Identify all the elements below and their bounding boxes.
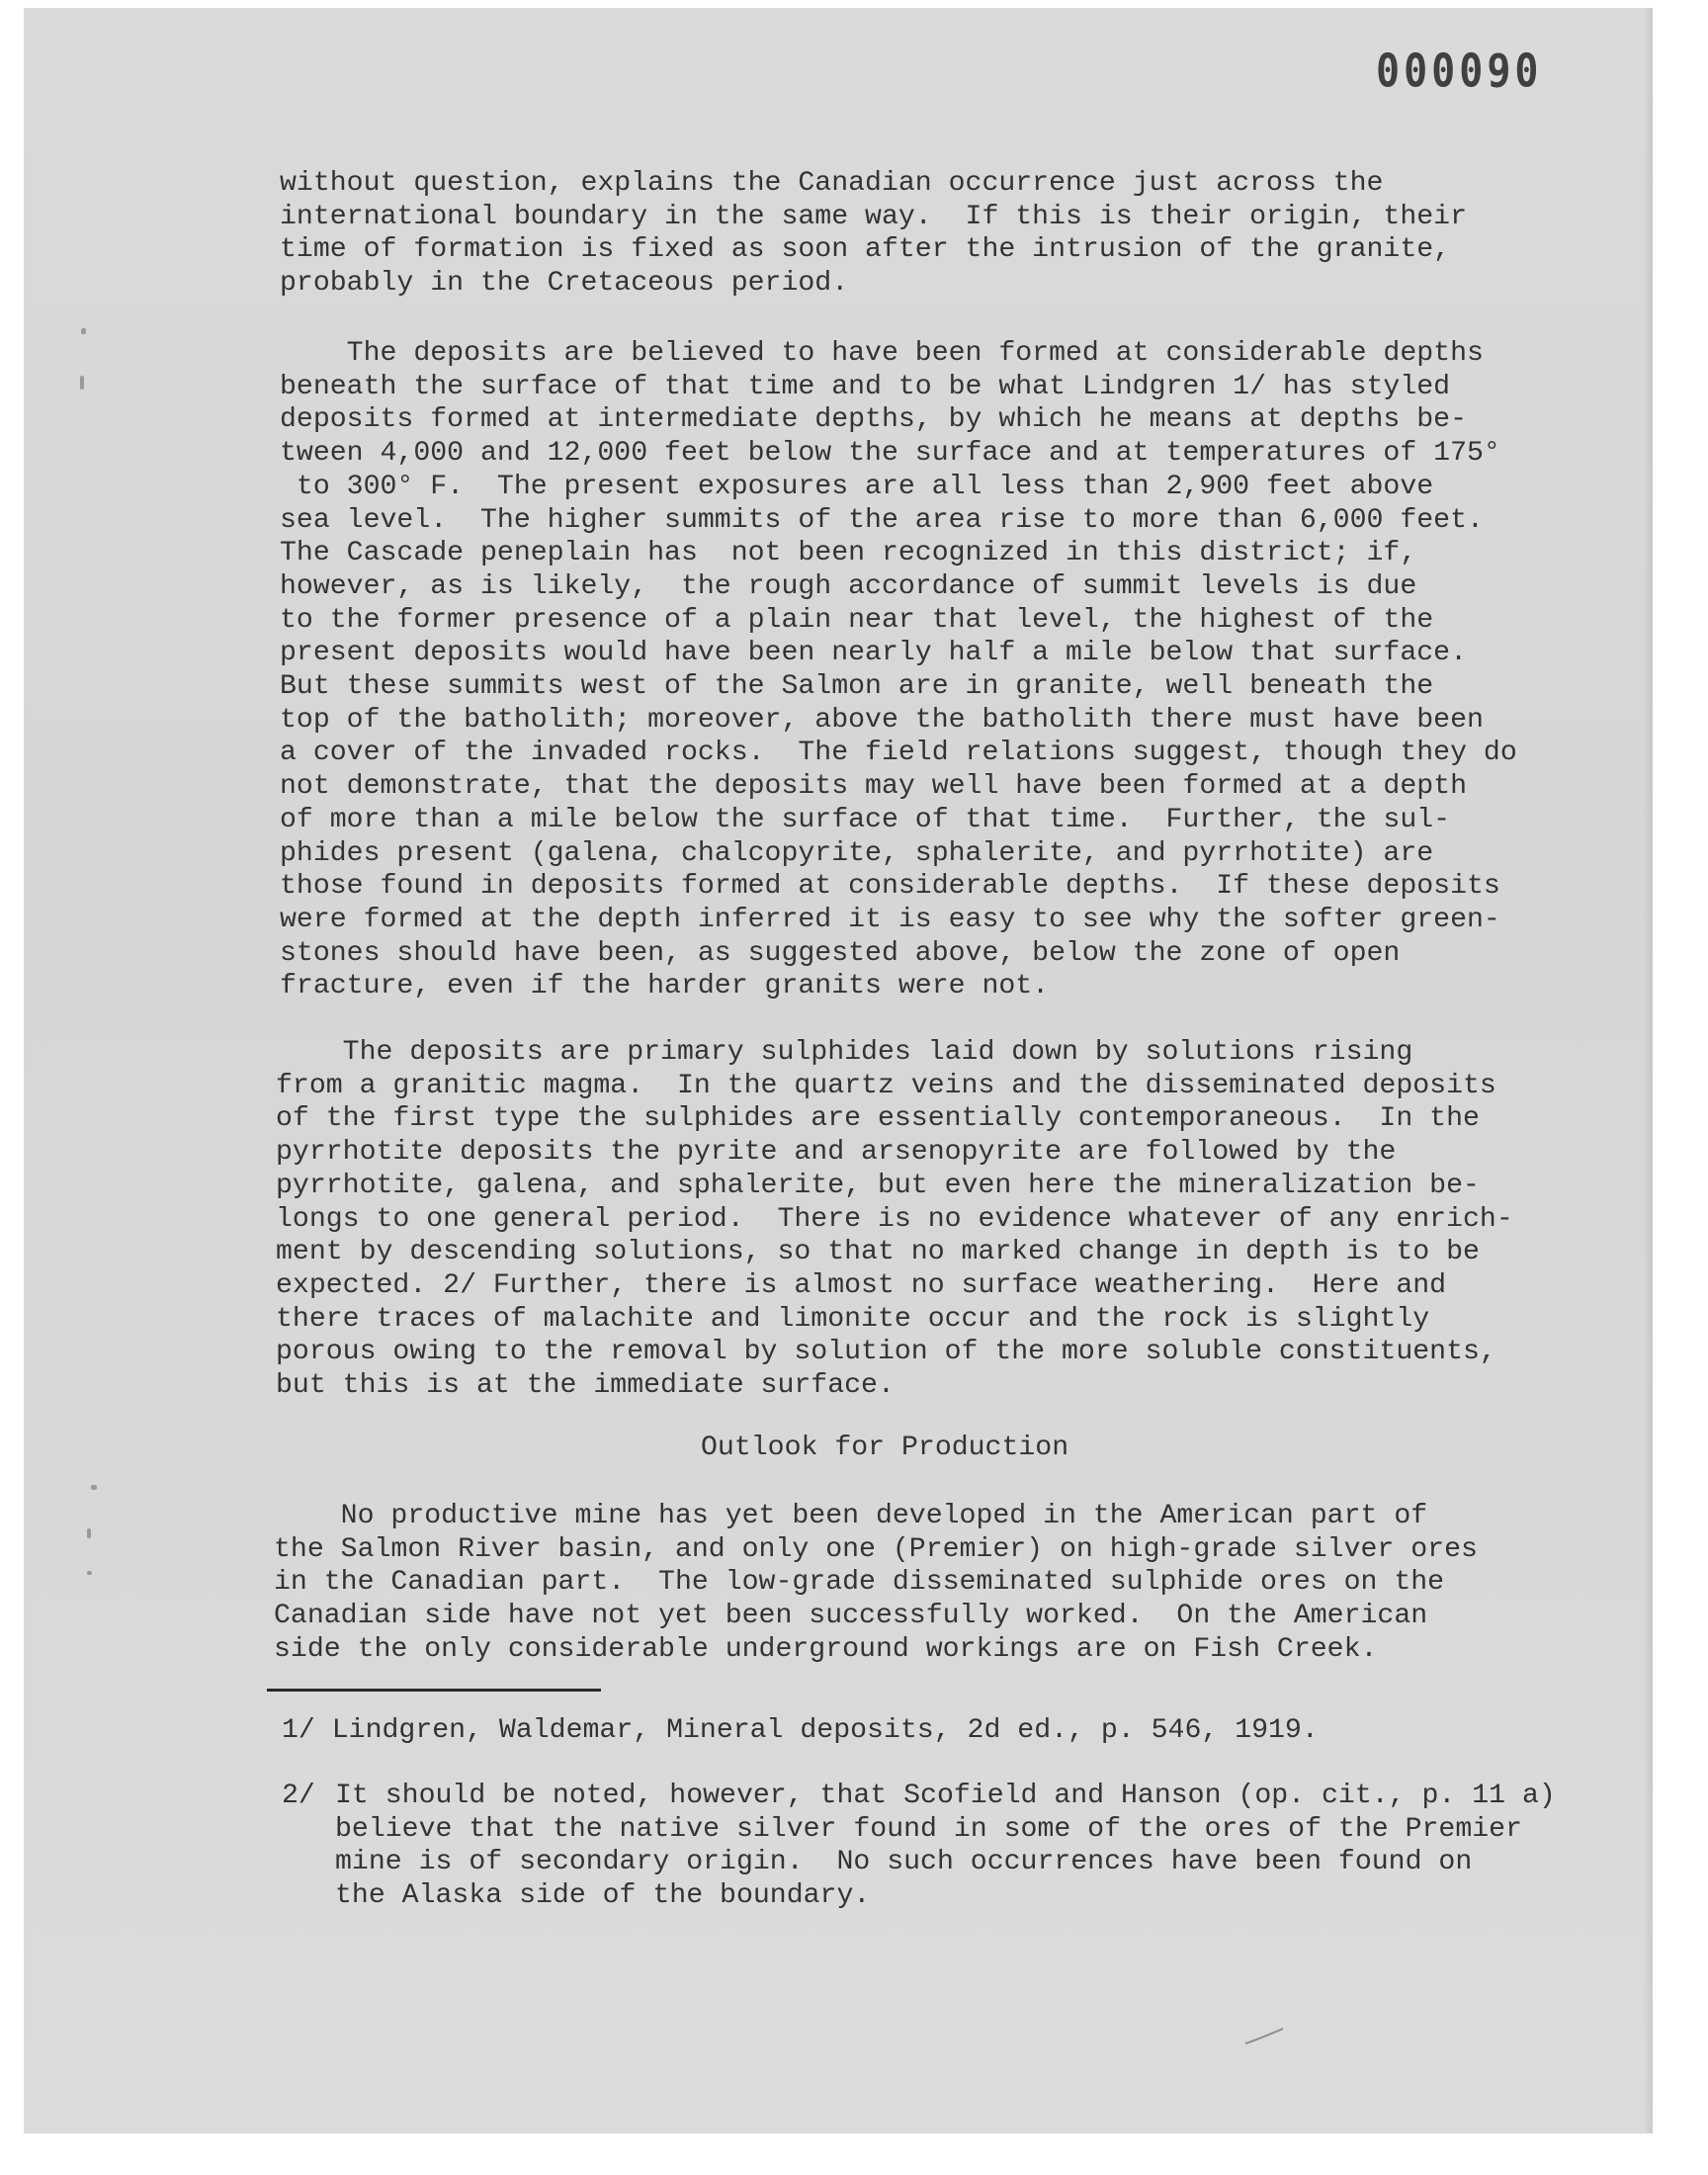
paragraph-2: The deposits are believed to have been formed at considerable depths beneath the surface of that time and to be what Lindgren 1/ has styled deposits formed at intermediate depths, by which he means at depths be- tween 4,000 and 12,000 feet below the surface and at temperatures of 175° to 300° F. The present exposures are all less than 2,900 feet above sea level. The higher summits of the area rise to more than 6,000 feet. The Cascade peneplain has not been recognized in this district; if, however, as is likely, the rough accordance of summit levels is due to the former presence of a plain near that level, the highest of the present deposits would have been nearly half a mile below that surface. But these summits west of the Salmon are in granite, well beneath the top of the batholith; moreover, above the batholith there must have been a cover of the invaded rocks. The field relations suggest, though they do not demonstrate, that the deposits may well have been formed at a depth of more than a mile below the surface of that time. Further, the sul- phides present (galena, chalcopyrite, sphalerite, and pyrrhotite) are those found in deposits formed at considerable depths. If these deposits were formed at the depth inferred it is easy to see why the softer green- stones should have been, as suggested above, below the zone of open fracture, even if the harder granits were not.: [280, 338, 1517, 1002]
punch-mark: [91, 1485, 97, 1490]
punch-mark: [87, 1571, 92, 1575]
section-paragraph: No productive mine has yet been developed in the American part of the Salmon River basin, and only one (Premier) on high-grade silver ores in the Canadian part. The low-grade disseminated sulphide ores on the Canadian side have not yet been successfully worked. On the American side the only considerable underground workings are on Fish Creek.: [274, 1501, 1478, 1665]
footnote-1-marker: 1/: [282, 1715, 315, 1746]
footnote-1: [282, 1714, 1319, 1748]
paragraph-1: without question, explains the Canadian occurrence just across the international boundary in the same way. If this is their origin, their time of formation is fixed as soon after the intrusion of the granite, probably in the Cretaceous period.: [280, 168, 1467, 300]
page-number: 000090: [1376, 45, 1543, 98]
footnote-divider: [267, 1689, 601, 1692]
punch-mark: [80, 376, 84, 390]
footnote-2-text: It should be noted, however, that Scofield and Hanson (op. cit., p. 11 a) believe that the native silver found in some of the ores of the Premier mine is of secondary origin. No such occurrences have been found on the Alaska side of the boundary.: [335, 1781, 1556, 1912]
footnote-2-marker: 2/: [282, 1781, 315, 1811]
footnote-1-text: Lindgren, Waldemar, Mineral deposits, 2d ed., p. 546, 1919.: [331, 1715, 1319, 1746]
pen-stroke-mark: [1243, 2025, 1287, 2046]
punch-mark: [81, 328, 86, 334]
paragraph-3: The deposits are primary sulphides laid down by solutions rising from a granitic magma. In the quartz veins and the disseminated deposits of the first type the sulphides are essentially contemporaneous. In the pyrrhotite deposits the pyrite and arsenopyrite are followed by the pyrrhotite, galena, and sphalerite, but even here the mineralization be- longs to one general period. There is no evidence whatever of any enrich- ment by descending solutions, so that no marked change in depth is to be expected. 2/ Further, there is almost no surface weathering. Here and there traces of malachite and limonite occur and the rock is slightly porous owing to the removal by solution of the more soluble constituents, but this is at the immediate surface.: [276, 1037, 1513, 1402]
section-heading: Outlook for Production: [701, 1433, 1069, 1463]
paper-shadow-edge: [1643, 8, 1653, 2133]
punch-mark: [87, 1528, 91, 1538]
